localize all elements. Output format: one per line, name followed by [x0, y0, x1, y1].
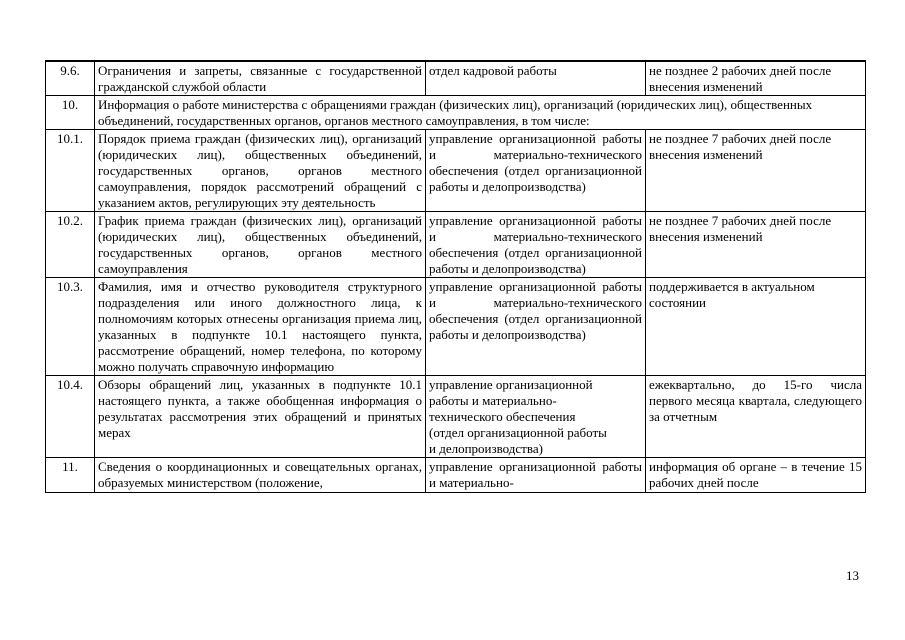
row-executor: управление организационной работы и материально-технического обеспечения (отдел организационной работы и делопроизводства)	[426, 278, 646, 376]
row-term: не позднее 2 рабочих дней после внесения изменений	[646, 61, 866, 96]
row-number: 9.6.	[46, 61, 95, 96]
row-executor-text: управление организационной работы и материально-	[429, 459, 642, 490]
row-executor	[426, 458, 646, 493]
row-number: 10.2.	[46, 212, 95, 278]
row-executor: управление организационной работы и материально- технического обеспечения (отдел организационной работы и делопроизводства)	[426, 376, 646, 458]
row-term: не позднее 7 рабочих дней после внесения изменений	[646, 212, 866, 278]
row-executor: управление организационной работы и материально-технического обеспечения (отдел организационной работы и делопроизводства)	[426, 130, 646, 212]
document-table	[45, 60, 866, 493]
row-number: 10.	[46, 96, 95, 130]
row-term: не позднее 7 рабочих дней после внесения изменений	[646, 130, 866, 212]
table-row	[46, 130, 866, 212]
table-row	[46, 458, 866, 493]
row-name: График приема граждан (физических лиц), организаций (юридических лиц), общественных объединений, государственных органов, органов местного самоуправления	[95, 212, 426, 278]
row-name-text: Сведения о координационных и совещательных органах, образуемых министерством (положение,	[98, 459, 422, 490]
table-row	[46, 96, 866, 130]
section-heading: Информация о работе министерства с обращениями граждан (физических лиц), организаций (юридических лиц), общественных объединений, государственных органов, органов местного самоуправления, в том числе:	[95, 96, 866, 130]
row-number: 10.1.	[46, 130, 95, 212]
row-term: поддерживается в актуальном состоянии	[646, 278, 866, 376]
table-row	[46, 61, 866, 96]
table-row	[46, 278, 866, 376]
row-name: Фамилия, имя и отчество руководителя структурного подразделения или иного должностного лица, к полномочиям которых отнесены организация приема лиц, указанных в подпункте 10.1 настоящего пункта, рассмотрение обращений, номер телефона, по которому можно получать справочную информацию	[95, 278, 426, 376]
row-name: Ограничения и запреты, связанные с государственной гражданской службой области	[95, 61, 426, 96]
row-number: 10.3.	[46, 278, 95, 376]
row-executor: управление организационной работы и материально-технического обеспечения (отдел организационной работы и делопроизводства)	[426, 212, 646, 278]
row-term: ежеквартально, до 15-го числа первого месяца квартала, следующего за отчетным	[646, 376, 866, 458]
row-number	[46, 458, 95, 493]
row-name: Обзоры обращений лиц, указанных в подпункте 10.1 настоящего пункта, а также обобщенная информация о результатах рассмотрения этих обращений и принятых мерах	[95, 376, 426, 458]
table-row	[46, 376, 866, 458]
row-name: Порядок приема граждан (физических лиц), организаций (юридических лиц), общественных объединений, государственных органов, органов местного самоуправления, порядок рассмотрений обращений с указанием актов, регулирующих эту деятельность	[95, 130, 426, 212]
row-number-text: 11.	[62, 459, 78, 474]
row-executor: отдел кадровой работы	[426, 61, 646, 96]
table-row	[46, 212, 866, 278]
row-name	[95, 458, 426, 493]
row-term-text: информация об органе – в течение 15 рабочих дней после	[649, 459, 862, 490]
row-number: 10.4.	[46, 376, 95, 458]
row-term	[646, 458, 866, 493]
page-number: 13	[846, 568, 859, 583]
